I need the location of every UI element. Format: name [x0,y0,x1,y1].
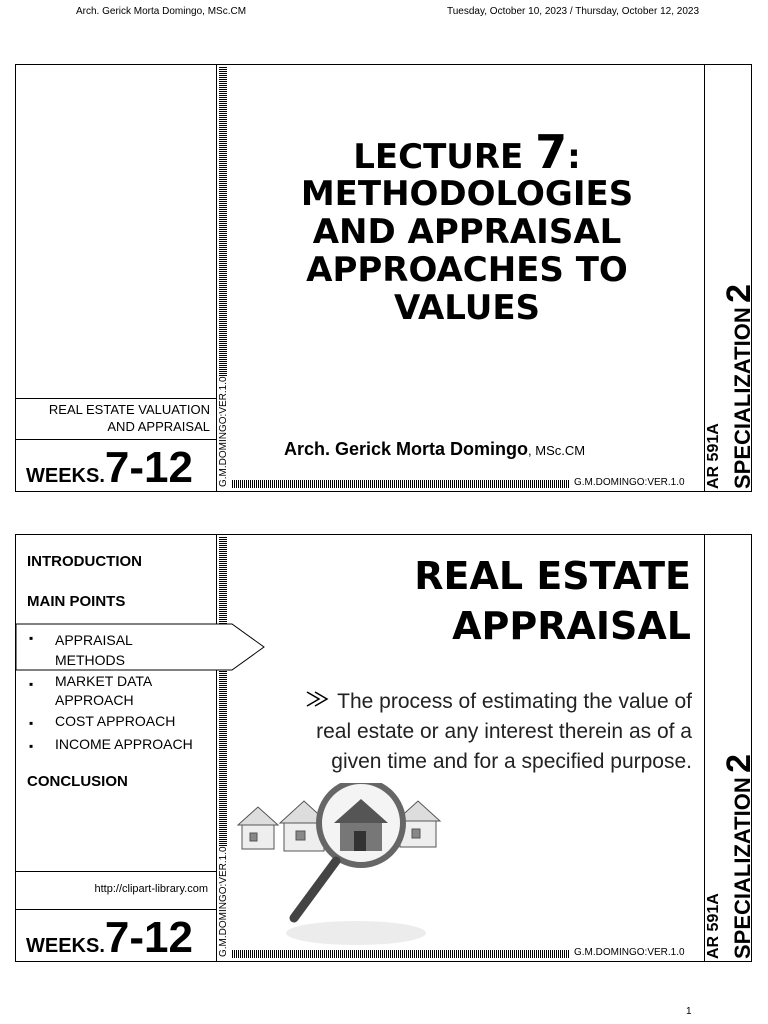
definition-text: The process of estimating the value of real estate or any interest therein as of a given time and for a specified purpose. [316,690,692,774]
slide-1 [15,64,758,492]
outline-item-market-data[interactable]: MARKET DATA APPROACH [55,673,152,708]
specialization-strip [706,754,756,959]
version-tag: G.M.DOMINGO:VER.1.0 [574,477,685,488]
slide-title-line-2: APPRAISAL [452,604,691,648]
version-tag: G.M.DOMINGO:VER.1.0 [574,947,685,958]
chevron-arrow-icon [305,687,331,717]
presenter-name: Arch. Gerick Morta Domingo [284,439,529,459]
spec-word: SPECIALIZATION [730,777,755,959]
lecture-title: LECTURE 7: METHODOLOGIES AND APPRAISAL APPROACHES TO VALUES [300,125,634,328]
header-author: Arch. Gerick Morta Domingo, MSc.CM [76,6,247,17]
slide-2: G.M.DOMINGO:VER.1.0 INTRODUCTION MAIN POINTS ▪ APPRAISAL METHODS ▪ MARKET DATA APPROACH ▪ COST APPROACH ▪ INCOME APPROACH CONCLUSION http://clipart-library.com WEEKS.7-12 REAL ESTATE APPRAISAL The process of estimating the value of real estate or any interest therein as of a given time and for a specified purpose. G.M.DOMINGO:VER.1.0 AR 591A SPECIALIZATION 2 [15,534,752,962]
course-code: AR 591A [705,423,722,489]
outline-item-income[interactable]: INCOME APPROACH [55,736,193,752]
version-tag-vertical: G.M.DOMINGO:VER.1.0 [218,376,229,487]
barcode-horizontal [232,480,570,488]
version-tag-vertical: G.M.DOMINGO:VER.1.0 [218,846,229,957]
course-code: AR 591A [705,893,722,959]
outline-main-points[interactable]: MAIN POINTS [27,593,126,610]
barcode-horizontal [232,950,570,958]
outline-item-cost[interactable]: COST APPROACH [55,713,176,729]
specialization-strip [706,284,756,489]
spec-number: 2 [720,283,758,303]
image-credit: http://clipart-library.com [94,883,208,895]
presenter [284,439,585,460]
weeks-label: WEEKS.7-12 [26,913,193,962]
outline-item-appraisal-methods[interactable]: APPRAISAL METHODS [55,632,133,668]
weeks-label: WEEKS.7-12 [26,443,193,492]
spec-word: SPECIALIZATION [730,307,755,489]
credit-box [16,871,216,910]
page-number: 1 [686,1006,692,1017]
outline-introduction[interactable]: INTRODUCTION [27,553,142,570]
header-dates: Tuesday, October 10, 2023 / Thursday, October 12, 2023 [447,6,700,17]
house-magnifier-image [236,783,446,953]
barcode-vertical [219,67,227,377]
subject-line-2: AND APPRAISAL [107,419,210,434]
barcode-vertical [219,537,227,847]
subject-box [16,398,216,440]
slide-title [266,551,691,651]
subject-line-1: REAL ESTATE VALUATION [48,402,210,417]
definition-block [300,687,692,777]
outline-conclusion[interactable]: CONCLUSION [27,773,128,790]
spec-number: 2 [720,753,758,773]
presenter-suffix: , MSc.CM [528,443,586,458]
slide-title-line-1: REAL ESTATE [414,554,691,598]
